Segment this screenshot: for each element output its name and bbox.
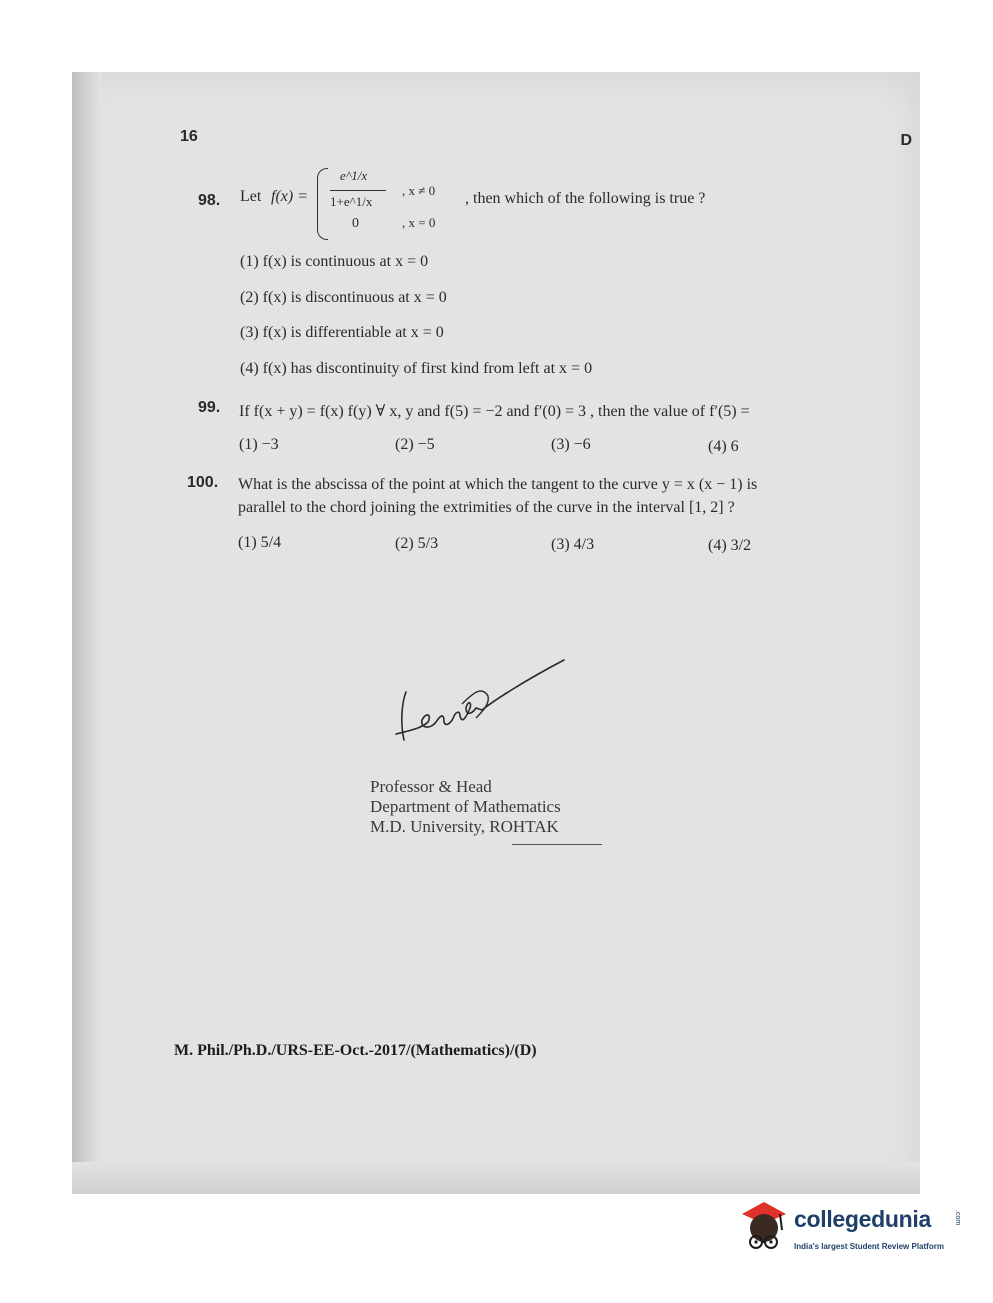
q98-option-1: (1) f(x) is continuous at x = 0 [240,253,429,270]
piecewise-brace [317,168,328,240]
signatory-university: M.D. University, ROHTAK [370,817,559,836]
q99-option-1: (1) −3 [239,436,279,453]
signature-underline [512,844,602,845]
q100-number: 100. [187,474,219,491]
q99-text: If f(x + y) = f(x) f(y) ∀ x, y and f(5) = −2 and f′(0) = 3 , then the value of f′(5) = [239,403,750,420]
q100-option-4: (4) 3/2 [708,537,752,554]
q99-option-4: (4) 6 [708,438,739,455]
q98-option-4: (4) f(x) has discontinuity of first kind from left at x = 0 [240,360,593,377]
signature-block [370,777,561,837]
q98-tail: , then which of the following is true ? [465,190,706,207]
mascot-icon [736,1198,792,1260]
signatory-title: Professor & Head [370,777,492,796]
collegedunia-logo [736,1198,966,1268]
handwritten-signature [392,652,572,752]
q98-number: 98. [198,192,221,209]
q98-denominator: 1+e^1/x [330,194,373,209]
q99-number: 99. [198,399,221,416]
q98-numerator: e^1/x [340,168,368,183]
fraction-bar [330,190,386,191]
q98-condition-2: , x = 0 [402,215,436,230]
scan-shadow-left [72,72,102,1194]
set-code: D [900,132,912,149]
q98-lead: Let [240,188,262,205]
paper-code-footer: M. Phil./Ph.D./URS-EE-Oct.-2017/(Mathematics)/(D) [174,1042,537,1059]
q100-option-1: (1) 5/4 [238,534,282,551]
q98-option-2: (2) f(x) is discontinuous at x = 0 [240,289,447,306]
page-number: 16 [180,128,198,145]
brand-suffix: .com [954,1210,961,1226]
brand-tagline: India's largest Student Review Platform [794,1242,944,1251]
q98-fx: f(x) = [271,188,308,205]
signatory-department: Department of Mathematics [370,797,561,816]
brand-name: collegedunia [794,1206,931,1232]
q100-option-2: (2) 5/3 [395,535,439,552]
scan-shadow-bottom [72,1162,920,1194]
q100-option-3: (3) 4/3 [551,536,595,553]
q100-line-1: What is the abscissa of the point at which the tangent to the curve y = x (x − 1) is [238,476,758,493]
scanned-page [72,72,920,1194]
q98-option-3: (3) f(x) is differentiable at x = 0 [240,324,444,341]
q99-option-3: (3) −6 [551,436,591,453]
q99-option-2: (2) −5 [395,436,435,453]
q98-zero-case: 0 [352,216,359,231]
q98-condition-1: , x ≠ 0 [402,183,436,198]
q100-line-2: parallel to the chord joining the extrimities of the curve in the interval [1, 2] ? [238,499,735,516]
